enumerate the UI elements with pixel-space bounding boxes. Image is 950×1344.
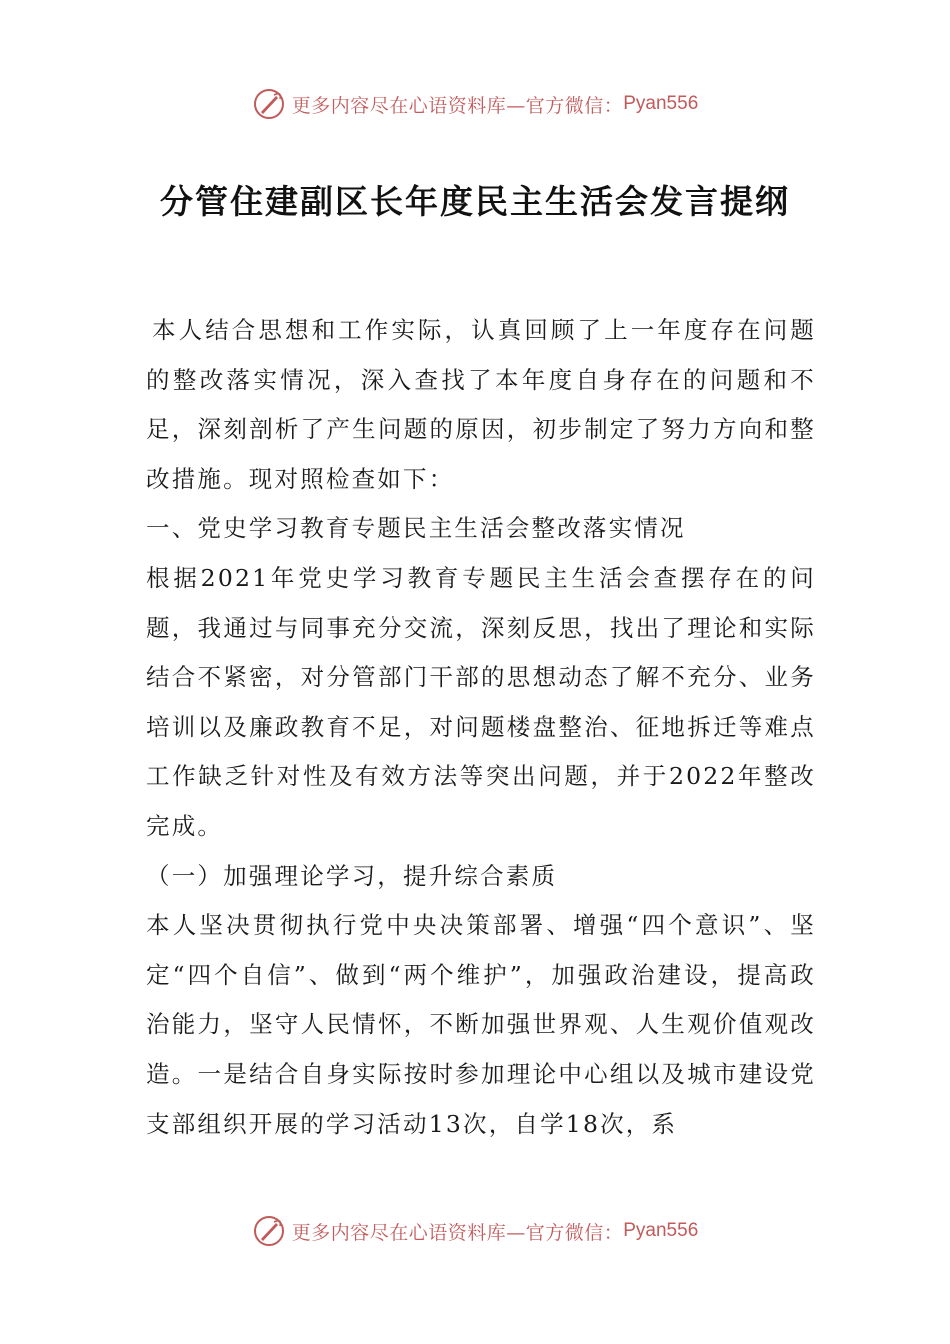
watermark-banner-bottom <box>0 1211 950 1251</box>
subsection-paragraph-1: 本人坚决贯彻执行党中央决策部署、增强“四个意识”、坚定“四个自信”、做到“两个维护”，加强政治建设，提高政治能力，坚守人民情怀，不断加强世界观、人生观价值观改造。一是结合自身实际按时参加理论中心组以及城市建设党支部组织开展的学习活动13次，自学18次，系 <box>146 911 816 1138</box>
intro-paragraph: 本人结合思想和工作实际，认真回顾了上一年度存在问题的整改落实情况，深入查找了本年度自身存在的问题和不足，深刻剖析了产生问题的原因，初步制定了努力方向和整改措施。现对照检查如下： <box>146 316 816 493</box>
subsection-heading-1: （一）加强理论学习，提升综合素质 <box>146 861 558 890</box>
quill-logo-icon <box>252 87 286 121</box>
document-body <box>146 306 816 1149</box>
watermark-text: 更多内容尽在心语资料库—官方微信： <box>291 1221 624 1244</box>
watermark-banner-top <box>0 84 950 124</box>
watermark-text: 更多内容尽在心语资料库—官方微信： <box>291 94 624 117</box>
section-paragraph-1: 根据2021年党史学习教育专题民主生活会查摆存在的问题，我通过与同事充分交流，深刻反思，找出了理论和实际结合不紧密，对分管部门干部的思想动态了解不充分、业务培训以及廉政教育不足，对问题楼盘整治、征地拆迁等难点工作缺乏针对性及有效方法等突出问题，并于2022年整改完成。 <box>146 563 816 840</box>
quill-logo-icon <box>252 1214 286 1248</box>
wechat-id: Pyan556 <box>623 1220 699 1241</box>
wechat-id: Pyan556 <box>623 93 699 114</box>
document-title: 分管住建副区长年度民主生活会发言提纲 <box>160 182 790 221</box>
section-heading-1: 一、党史学习教育专题民主生活会整改落实情况 <box>146 514 686 543</box>
